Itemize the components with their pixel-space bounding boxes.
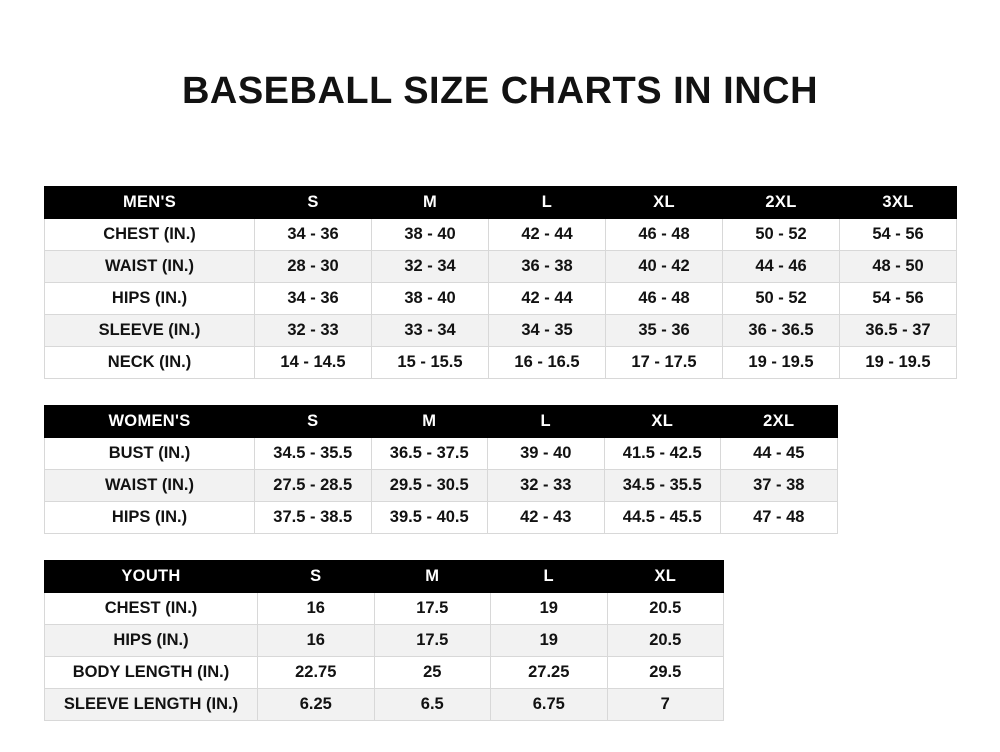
table-row: [45, 625, 724, 657]
column-header: S: [258, 561, 375, 593]
table-cell: 32 - 34: [372, 251, 489, 283]
table-cell: 29.5 - 30.5: [371, 470, 488, 502]
youth-size-table: [44, 560, 724, 721]
column-header: WOMEN'S: [45, 406, 255, 438]
table-row: [45, 502, 838, 534]
table-cell: 25: [374, 657, 491, 689]
table-cell: 37 - 38: [721, 470, 838, 502]
table-row: [45, 315, 957, 347]
column-header: M: [371, 406, 488, 438]
table-cell: 22.75: [258, 657, 375, 689]
page-title: BASEBALL SIZE CHARTS IN INCH: [181, 70, 819, 112]
table-cell: 48 - 50: [840, 251, 957, 283]
row-label: CHEST (IN.): [45, 219, 255, 251]
table-row: [45, 593, 724, 625]
row-label: WAIST (IN.): [45, 470, 255, 502]
row-label: HIPS (IN.): [45, 283, 255, 315]
table-cell: 6.25: [258, 689, 375, 721]
table-row: [45, 251, 957, 283]
table-cell: 39 - 40: [488, 438, 605, 470]
column-header: XL: [606, 187, 723, 219]
row-label: BODY LENGTH (IN.): [45, 657, 258, 689]
table-cell: 27.25: [491, 657, 608, 689]
table-cell: 20.5: [607, 593, 724, 625]
table-cell: 33 - 34: [372, 315, 489, 347]
column-header: S: [255, 406, 372, 438]
table-cell: 16: [258, 593, 375, 625]
table-cell: 34 - 36: [255, 283, 372, 315]
table-row: [45, 347, 957, 379]
table-cell: 46 - 48: [606, 219, 723, 251]
table-cell: 54 - 56: [840, 283, 957, 315]
column-header: 3XL: [840, 187, 957, 219]
table-cell: 20.5: [607, 625, 724, 657]
column-header: L: [489, 187, 606, 219]
table-cell: 7: [607, 689, 724, 721]
mens-size-table: [44, 186, 957, 379]
table-cell: 17.5: [374, 593, 491, 625]
column-header: YOUTH: [45, 561, 258, 593]
column-header: S: [255, 187, 372, 219]
table-cell: 36.5 - 37.5: [371, 438, 488, 470]
table-cell: 40 - 42: [606, 251, 723, 283]
size-tables-container: [44, 186, 956, 747]
table-cell: 44 - 46: [723, 251, 840, 283]
table-cell: 38 - 40: [372, 219, 489, 251]
table-cell: 16: [258, 625, 375, 657]
table-cell: 6.75: [491, 689, 608, 721]
table-cell: 17.5: [374, 625, 491, 657]
table-cell: 42 - 44: [489, 219, 606, 251]
row-label: HIPS (IN.): [45, 502, 255, 534]
table-cell: 29.5: [607, 657, 724, 689]
table-cell: 34.5 - 35.5: [255, 438, 372, 470]
row-label: CHEST (IN.): [45, 593, 258, 625]
table-row: [45, 219, 957, 251]
table-row: [45, 438, 838, 470]
table-cell: 47 - 48: [721, 502, 838, 534]
table-cell: 35 - 36: [606, 315, 723, 347]
table-cell: 42 - 43: [488, 502, 605, 534]
table-cell: 46 - 48: [606, 283, 723, 315]
table-row: [45, 283, 957, 315]
row-label: BUST (IN.): [45, 438, 255, 470]
row-label: SLEEVE (IN.): [45, 315, 255, 347]
womens-size-table: [44, 405, 838, 534]
table-cell: 36 - 36.5: [723, 315, 840, 347]
table-cell: 34.5 - 35.5: [604, 470, 721, 502]
column-header: 2XL: [721, 406, 838, 438]
table-row: [45, 657, 724, 689]
table-cell: 38 - 40: [372, 283, 489, 315]
table-header-row: [45, 187, 957, 219]
table-cell: 6.5: [374, 689, 491, 721]
table-cell: 36.5 - 37: [840, 315, 957, 347]
table-cell: 28 - 30: [255, 251, 372, 283]
column-header: XL: [607, 561, 724, 593]
column-header: 2XL: [723, 187, 840, 219]
column-header: MEN'S: [45, 187, 255, 219]
table-cell: 14 - 14.5: [255, 347, 372, 379]
table-cell: 34 - 35: [489, 315, 606, 347]
column-header: M: [372, 187, 489, 219]
row-label: NECK (IN.): [45, 347, 255, 379]
table-cell: 44.5 - 45.5: [604, 502, 721, 534]
table-cell: 34 - 36: [255, 219, 372, 251]
row-label: HIPS (IN.): [45, 625, 258, 657]
table-cell: 50 - 52: [723, 219, 840, 251]
table-cell: 37.5 - 38.5: [255, 502, 372, 534]
table-cell: 54 - 56: [840, 219, 957, 251]
column-header: XL: [604, 406, 721, 438]
table-cell: 16 - 16.5: [489, 347, 606, 379]
table-cell: 27.5 - 28.5: [255, 470, 372, 502]
table-row: [45, 470, 838, 502]
table-cell: 15 - 15.5: [372, 347, 489, 379]
column-header: L: [488, 406, 605, 438]
table-cell: 32 - 33: [488, 470, 605, 502]
table-header-row: [45, 406, 838, 438]
table-header-row: [45, 561, 724, 593]
column-header: L: [491, 561, 608, 593]
table-cell: 19 - 19.5: [840, 347, 957, 379]
table-cell: 36 - 38: [489, 251, 606, 283]
column-header: M: [374, 561, 491, 593]
table-cell: 41.5 - 42.5: [604, 438, 721, 470]
table-cell: 39.5 - 40.5: [371, 502, 488, 534]
table-cell: 50 - 52: [723, 283, 840, 315]
table-cell: 19 - 19.5: [723, 347, 840, 379]
table-cell: 44 - 45: [721, 438, 838, 470]
table-row: [45, 689, 724, 721]
table-cell: 17 - 17.5: [606, 347, 723, 379]
table-cell: 42 - 44: [489, 283, 606, 315]
table-cell: 32 - 33: [255, 315, 372, 347]
row-label: WAIST (IN.): [45, 251, 255, 283]
row-label: SLEEVE LENGTH (IN.): [45, 689, 258, 721]
table-cell: 19: [491, 625, 608, 657]
table-cell: 19: [491, 593, 608, 625]
